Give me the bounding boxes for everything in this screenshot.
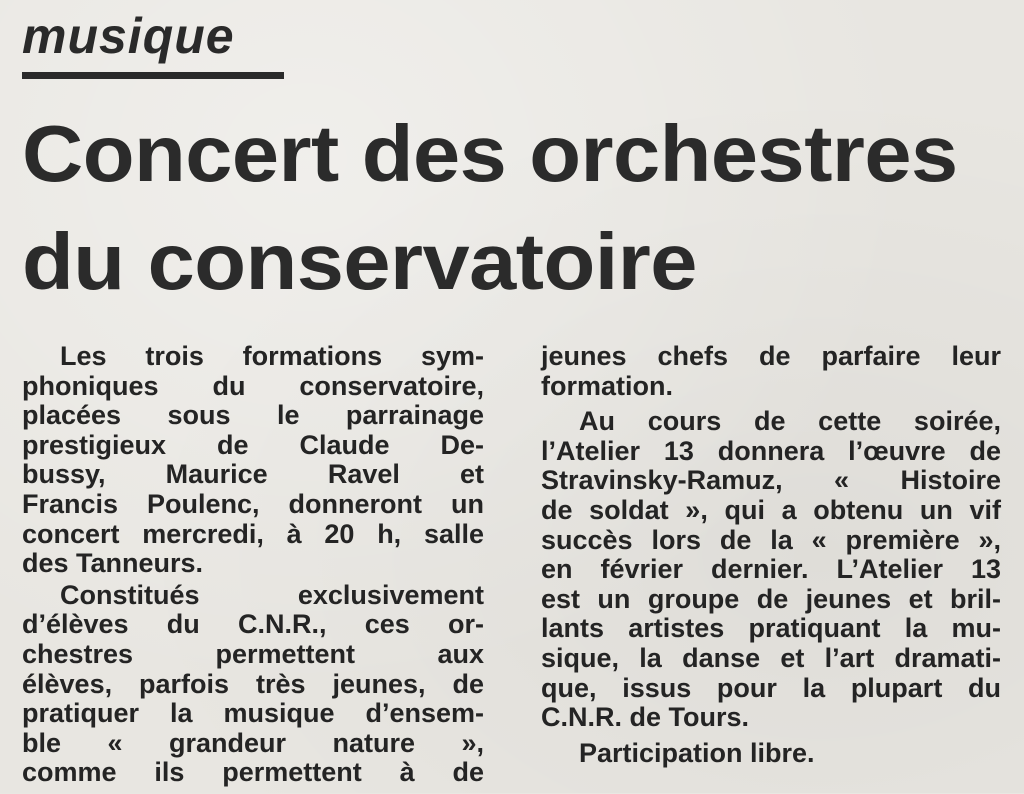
text-line: Au cours de cette soirée, <box>579 406 1001 437</box>
text-line: en février dernier. L’Atelier 13 <box>541 554 1001 585</box>
text-line: Stravinsky-Ramuz, « Histoire <box>541 465 1001 496</box>
left-column <box>22 342 484 794</box>
text-line: C.N.R. de Tours. <box>541 702 750 733</box>
text-line: est un groupe de jeunes et bril- <box>541 583 1001 614</box>
text-line: de soldat », qui a obtenu un vif <box>541 494 1001 525</box>
paragraph-4 <box>541 407 1001 733</box>
text-line: bussy, Maurice Ravel et <box>22 459 484 490</box>
text-line: Constitués exclusivement <box>60 579 484 610</box>
text-line: succès lors de la « première », <box>541 524 1001 555</box>
paragraph-2 <box>22 581 484 788</box>
paragraph-1 <box>22 342 484 579</box>
paragraph-5 <box>541 739 1001 769</box>
text-line: concert mercredi, à 20 h, salle <box>22 518 484 549</box>
text-line: comme ils permettent à de <box>22 757 484 788</box>
text-line: ble « grandeur nature », <box>22 727 484 758</box>
text-line: jeunes chefs de parfaire leur <box>541 341 1001 371</box>
text-line: sique, la danse et l’art dramati- <box>541 642 1001 673</box>
text-line: phoniques du conservatoire, <box>22 370 484 401</box>
text-line: lants artistes pratiquant la mu- <box>541 613 1001 644</box>
section-rubric: musique <box>22 8 235 64</box>
text-line: chestres permettent aux <box>22 638 484 669</box>
text-line: l’Atelier 13 donnera l’œuvre de <box>541 435 1001 466</box>
text-line: Francis Poulenc, donneront un <box>22 488 484 519</box>
text-line: des Tanneurs. <box>22 548 204 579</box>
text-line: que, issus pour la plupart du <box>541 672 1001 703</box>
article-headline <box>22 100 958 316</box>
paragraph-3 <box>541 342 1001 401</box>
text-line: Les trois formations sym- <box>60 341 484 371</box>
text-line: pratiquer la musique d’ensem- <box>22 698 484 729</box>
text-line: d’élèves du C.N.R., ces or- <box>22 609 484 640</box>
rubric-underline <box>22 72 284 79</box>
right-column <box>541 342 1001 774</box>
text-line: prestigieux de Claude De- <box>22 429 484 460</box>
text-line: placées sous le parrainage <box>22 400 484 431</box>
headline-line-1: Concert des orchestres <box>22 109 958 198</box>
text-line: formation. <box>541 370 673 401</box>
text-line: Participation libre. <box>579 737 815 768</box>
text-line: élèves, parfois très jeunes, de <box>22 668 484 699</box>
headline-line-2: du conservatoire <box>22 217 697 306</box>
